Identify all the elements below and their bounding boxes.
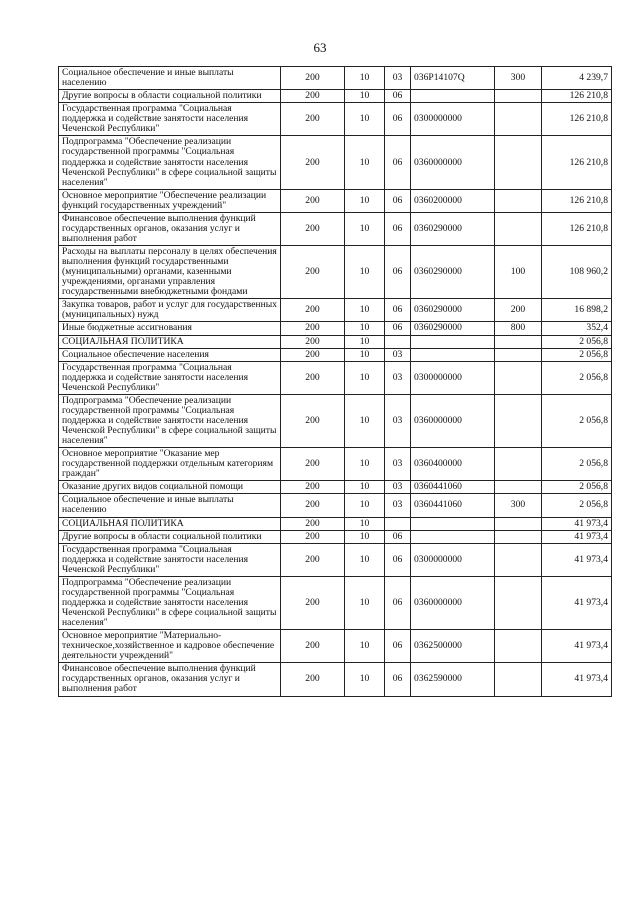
row-ministry-code: 200 <box>281 394 345 447</box>
row-ministry-code: 200 <box>281 212 345 245</box>
row-target-article-code: 0362500000 <box>411 630 495 663</box>
budget-table <box>58 66 612 697</box>
row-section-code: 10 <box>345 246 385 299</box>
table-row <box>59 90 612 103</box>
row-target-article-code <box>411 530 495 543</box>
row-amount: 2 056,8 <box>542 348 612 361</box>
row-expense-type-code <box>495 361 542 394</box>
row-section-code: 10 <box>345 212 385 245</box>
row-expense-type-code <box>495 481 542 494</box>
row-name-cell: Государственная программа "Социальная поддержка и содействие занятости населения Чеченской Республики" <box>59 103 281 136</box>
row-name-cell: Социальное обеспечение и иные выплаты населению <box>59 494 281 517</box>
row-subsection-code <box>385 335 411 348</box>
row-section-code: 10 <box>345 348 385 361</box>
table-row <box>59 517 612 530</box>
row-amount: 2 056,8 <box>542 361 612 394</box>
row-amount: 108 960,2 <box>542 246 612 299</box>
row-amount: 41 973,4 <box>542 630 612 663</box>
row-section-code: 10 <box>345 494 385 517</box>
row-expense-type-code <box>495 348 542 361</box>
row-expense-type-code <box>495 136 542 189</box>
row-ministry-code: 200 <box>281 663 345 696</box>
row-ministry-code: 200 <box>281 448 345 481</box>
row-amount: 41 973,4 <box>542 576 612 629</box>
row-section-code: 10 <box>345 136 385 189</box>
row-amount: 4 239,7 <box>542 67 612 90</box>
row-ministry-code: 200 <box>281 348 345 361</box>
table-row <box>59 448 612 481</box>
row-target-article-code: 0360000000 <box>411 576 495 629</box>
row-subsection-code: 06 <box>385 103 411 136</box>
row-section-code: 10 <box>345 299 385 322</box>
row-expense-type-code <box>495 517 542 530</box>
row-name-cell: Социальное обеспечение и иные выплаты населению <box>59 67 281 90</box>
table-row <box>59 481 612 494</box>
row-amount: 41 973,4 <box>542 663 612 696</box>
row-target-article-code: 0300000000 <box>411 103 495 136</box>
row-subsection-code: 06 <box>385 322 411 335</box>
row-target-article-code: 036P14107Q <box>411 67 495 90</box>
row-amount: 2 056,8 <box>542 335 612 348</box>
row-subsection-code: 03 <box>385 361 411 394</box>
table-row <box>59 212 612 245</box>
row-subsection-code: 06 <box>385 212 411 245</box>
table-row <box>59 394 612 447</box>
row-amount: 352,4 <box>542 322 612 335</box>
row-target-article-code: 0360000000 <box>411 136 495 189</box>
row-ministry-code: 200 <box>281 136 345 189</box>
row-ministry-code: 200 <box>281 481 345 494</box>
row-section-code: 10 <box>345 361 385 394</box>
row-amount: 2 056,8 <box>542 494 612 517</box>
row-section-code: 10 <box>345 394 385 447</box>
row-subsection-code: 06 <box>385 543 411 576</box>
row-subsection-code: 03 <box>385 394 411 447</box>
row-section-code: 10 <box>345 322 385 335</box>
row-section-code: 10 <box>345 530 385 543</box>
table-row <box>59 348 612 361</box>
row-subsection-code: 03 <box>385 67 411 90</box>
row-name-cell: Подпрограмма "Обеспечение реализации государственной программы "Социальная поддержка и содействие занятости населения Чеченской Республики" в сфере социальной защиты населения" <box>59 394 281 447</box>
row-target-article-code: 0360441060 <box>411 481 495 494</box>
row-target-article-code: 0362590000 <box>411 663 495 696</box>
table-row <box>59 322 612 335</box>
row-name-cell: Оказание других видов социальной помощи <box>59 481 281 494</box>
row-expense-type-code: 200 <box>495 299 542 322</box>
row-subsection-code: 03 <box>385 448 411 481</box>
row-section-code: 10 <box>345 543 385 576</box>
row-name-cell: Иные бюджетные ассигнования <box>59 322 281 335</box>
row-target-article-code: 0300000000 <box>411 361 495 394</box>
row-name-cell: Закупка товаров, работ и услуг для государственных (муниципальных) нужд <box>59 299 281 322</box>
row-expense-type-code <box>495 90 542 103</box>
row-expense-type-code: 300 <box>495 494 542 517</box>
row-expense-type-code <box>495 663 542 696</box>
row-name-cell: Финансовое обеспечение выполнения функций государственных органов, оказания услуг и выполнения работ <box>59 212 281 245</box>
row-expense-type-code <box>495 630 542 663</box>
row-target-article-code: 0360441060 <box>411 494 495 517</box>
table-row <box>59 136 612 189</box>
table-row <box>59 630 612 663</box>
row-name-cell: СОЦИАЛЬНАЯ ПОЛИТИКА <box>59 335 281 348</box>
table-row <box>59 361 612 394</box>
row-expense-type-code <box>495 189 542 212</box>
table-row <box>59 67 612 90</box>
row-amount: 126 210,8 <box>542 136 612 189</box>
row-name-cell: Финансовое обеспечение выполнения функций государственных органов, оказания услуг и выполнения работ <box>59 663 281 696</box>
row-target-article-code: 0360200000 <box>411 189 495 212</box>
row-section-code: 10 <box>345 576 385 629</box>
row-section-code: 10 <box>345 90 385 103</box>
budget-table-body <box>59 67 612 697</box>
row-subsection-code: 06 <box>385 663 411 696</box>
row-section-code: 10 <box>345 630 385 663</box>
row-name-cell: Другие вопросы в области социальной политики <box>59 530 281 543</box>
row-target-article-code: 0360290000 <box>411 246 495 299</box>
table-row <box>59 494 612 517</box>
row-expense-type-code <box>495 394 542 447</box>
row-section-code: 10 <box>345 103 385 136</box>
row-amount: 2 056,8 <box>542 394 612 447</box>
row-expense-type-code <box>495 530 542 543</box>
row-subsection-code: 03 <box>385 348 411 361</box>
row-subsection-code: 06 <box>385 136 411 189</box>
row-ministry-code: 200 <box>281 630 345 663</box>
row-amount: 2 056,8 <box>542 481 612 494</box>
row-target-article-code: 0360000000 <box>411 394 495 447</box>
row-section-code: 10 <box>345 448 385 481</box>
row-ministry-code: 200 <box>281 299 345 322</box>
row-section-code: 10 <box>345 663 385 696</box>
row-subsection-code: 06 <box>385 246 411 299</box>
row-expense-type-code: 800 <box>495 322 542 335</box>
row-section-code: 10 <box>345 517 385 530</box>
row-subsection-code: 06 <box>385 189 411 212</box>
row-subsection-code: 03 <box>385 481 411 494</box>
row-ministry-code: 200 <box>281 335 345 348</box>
row-name-cell: Основное мероприятие "Обеспечение реализации функций государственных учреждений" <box>59 189 281 212</box>
page-number: 63 <box>313 40 327 55</box>
row-ministry-code: 200 <box>281 67 345 90</box>
row-target-article-code <box>411 90 495 103</box>
table-row <box>59 246 612 299</box>
row-name-cell: Государственная программа "Социальная поддержка и содействие занятости населения Чеченской Республики" <box>59 543 281 576</box>
row-ministry-code: 200 <box>281 517 345 530</box>
row-target-article-code: 0360290000 <box>411 212 495 245</box>
row-subsection-code: 06 <box>385 630 411 663</box>
table-row <box>59 576 612 629</box>
row-ministry-code: 200 <box>281 322 345 335</box>
row-target-article-code: 0360290000 <box>411 299 495 322</box>
table-row <box>59 103 612 136</box>
row-expense-type-code <box>495 543 542 576</box>
row-ministry-code: 200 <box>281 103 345 136</box>
row-name-cell: Подпрограмма "Обеспечение реализации государственной программы "Социальная поддержка и содействие занятости населения Чеченской Республики" в сфере социальной защиты населения" <box>59 576 281 629</box>
row-expense-type-code: 300 <box>495 67 542 90</box>
row-subsection-code <box>385 517 411 530</box>
row-expense-type-code: 100 <box>495 246 542 299</box>
row-target-article-code <box>411 517 495 530</box>
row-expense-type-code <box>495 576 542 629</box>
row-section-code: 10 <box>345 189 385 212</box>
row-subsection-code: 06 <box>385 576 411 629</box>
row-amount: 126 210,8 <box>542 189 612 212</box>
row-name-cell: Социальное обеспечение населения <box>59 348 281 361</box>
row-ministry-code: 200 <box>281 576 345 629</box>
table-row <box>59 663 612 696</box>
table-row <box>59 543 612 576</box>
row-subsection-code: 03 <box>385 494 411 517</box>
row-section-code: 10 <box>345 67 385 90</box>
row-subsection-code: 06 <box>385 90 411 103</box>
row-ministry-code: 200 <box>281 494 345 517</box>
table-row <box>59 299 612 322</box>
row-subsection-code: 06 <box>385 530 411 543</box>
row-amount: 41 973,4 <box>542 517 612 530</box>
row-amount: 126 210,8 <box>542 90 612 103</box>
row-section-code: 10 <box>345 481 385 494</box>
row-name-cell: Основное мероприятие "Материально-техническое,хозяйственное и кадровое обеспечение деятельности учреждений" <box>59 630 281 663</box>
row-expense-type-code <box>495 448 542 481</box>
row-amount: 126 210,8 <box>542 212 612 245</box>
row-target-article-code <box>411 335 495 348</box>
row-section-code: 10 <box>345 335 385 348</box>
row-name-cell: Подпрограмма "Обеспечение реализации государственной программы "Социальная поддержка и содействие занятости населения Чеченской Республики" в сфере социальной защиты населения" <box>59 136 281 189</box>
row-amount: 16 898,2 <box>542 299 612 322</box>
row-ministry-code: 200 <box>281 189 345 212</box>
row-subsection-code: 06 <box>385 299 411 322</box>
row-ministry-code: 200 <box>281 90 345 103</box>
row-target-article-code <box>411 348 495 361</box>
row-amount: 41 973,4 <box>542 530 612 543</box>
row-amount: 2 056,8 <box>542 448 612 481</box>
row-name-cell: Основное мероприятие "Оказание мер государственной поддержки отдельным категориям граждан" <box>59 448 281 481</box>
row-ministry-code: 200 <box>281 543 345 576</box>
row-ministry-code: 200 <box>281 246 345 299</box>
row-ministry-code: 200 <box>281 361 345 394</box>
row-name-cell: СОЦИАЛЬНАЯ ПОЛИТИКА <box>59 517 281 530</box>
row-name-cell: Государственная программа "Социальная поддержка и содействие занятости населения Чеченской Республики" <box>59 361 281 394</box>
table-row <box>59 335 612 348</box>
row-expense-type-code <box>495 335 542 348</box>
row-expense-type-code <box>495 103 542 136</box>
row-expense-type-code <box>495 212 542 245</box>
table-row <box>59 189 612 212</box>
row-name-cell: Другие вопросы в области социальной политики <box>59 90 281 103</box>
row-target-article-code: 0360290000 <box>411 322 495 335</box>
row-ministry-code: 200 <box>281 530 345 543</box>
table-row <box>59 530 612 543</box>
row-target-article-code: 0300000000 <box>411 543 495 576</box>
row-name-cell: Расходы на выплаты персоналу в целях обеспечения выполнения функций государственными (муниципальными) органами, казенными учреждениями, органами управления государственными внебюджетными фондами <box>59 246 281 299</box>
row-amount: 41 973,4 <box>542 543 612 576</box>
row-target-article-code: 0360400000 <box>411 448 495 481</box>
row-amount: 126 210,8 <box>542 103 612 136</box>
